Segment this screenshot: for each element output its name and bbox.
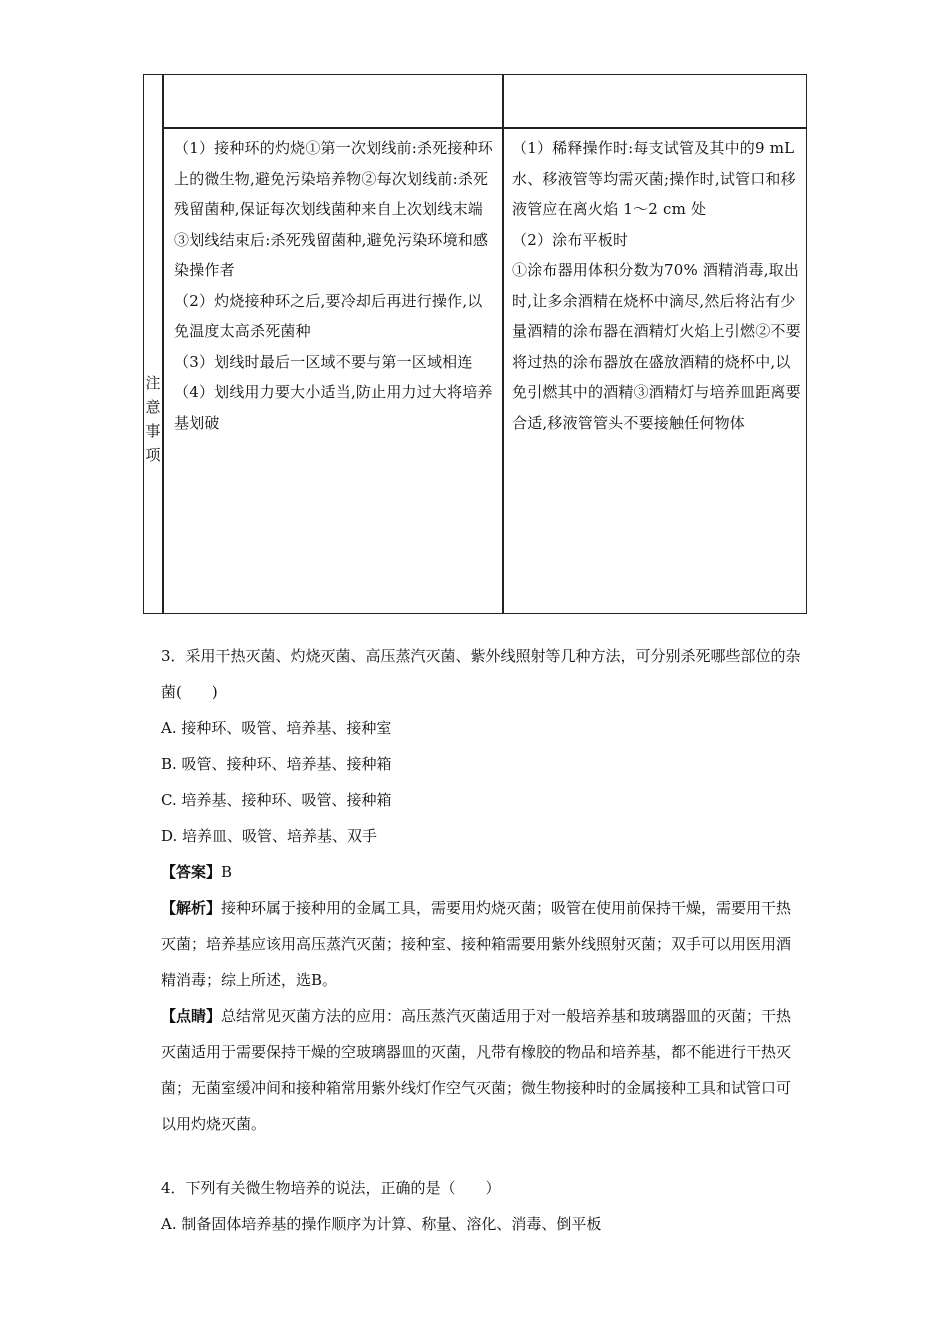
question-4: [161, 1170, 801, 1242]
option-d: D. 培养皿、吸管、培养基、双手: [161, 827, 378, 845]
note-item: ①涂布器用体积分数为70% 酒精消毒,取出时,让多余酒精在烧杯中滴尽,然后将沾有少量酒精的涂布器在酒精灯火焰上引燃②不要将过热的涂布器放在盛放酒精的烧杯中,以免引燃其中的酒精③酒精灯与培养皿距离要合适,移液管管头不要接触任何物体: [512, 261, 801, 432]
answer-value: B: [221, 863, 233, 881]
question-3: [161, 638, 801, 1142]
analysis-label: 【解析】: [161, 899, 222, 917]
note-item: （3）划线时最后一区域不要与第一区域相连: [174, 352, 473, 371]
answer-label: 【答案】: [161, 863, 222, 881]
key-point: [161, 998, 801, 1142]
key-point-label: 【点睛】: [161, 1007, 222, 1025]
analysis: [161, 890, 801, 998]
row-label-char: 意: [145, 398, 161, 416]
option-a: A. 制备固体培养基的操作顺序为计算、称量、溶化、消毒、倒平板: [161, 1215, 602, 1233]
option-b: B. 吸管、接种环、培养基、接种箱: [161, 755, 392, 773]
row-label-precautions: [144, 371, 162, 467]
analysis-text: 接种环属于接种用的金属工具，需要用灼烧灭菌；吸管在使用前保持干燥，需要用干热灭菌；培养基应该用高压蒸汽灭菌；接种室、接种箱需要用紫外线照射灭菌；双手可以用医用酒精消毒；综上所述，选B。: [161, 899, 792, 989]
answer: [161, 854, 801, 890]
row-label-char: 项: [145, 446, 161, 464]
table-divider: [502, 75, 504, 613]
option-a: A. 接种环、吸管、培养基、接种室: [161, 719, 392, 737]
table-divider: [162, 127, 806, 129]
note-item: （1）接种环的灼烧①第一次划线前:杀死接种环上的微生物,避免污染培养物②每次划线前:杀死残留菌种,保证每次划线菌种来自上次划线末端③划线结束后:杀死残留菌种,避免污染环境和感染操作者: [174, 139, 493, 279]
table-divider: [162, 75, 164, 613]
question-stem: 4．下列有关微生物培养的说法，正确的是（ ）: [161, 1179, 501, 1197]
note-item: （1）稀释操作时:每支试管及其中的9 mL水、移液管等均需灭菌;操作时,试管口和移液管应在离火焰 1～2 cm 处: [512, 139, 796, 218]
option-c: C. 培养基、接种环、吸管、接种箱: [161, 791, 392, 809]
spread-plate-notes: [512, 133, 802, 438]
note-item: （2）涂布平板时: [512, 230, 629, 249]
note-item: （2）灼烧接种环之后,要冷却后再进行操作,以免温度太高杀死菌种: [174, 291, 483, 340]
note-item: （4）划线用力要大小适当,防止用力过大将培养基划破: [174, 383, 493, 432]
precautions-table: [143, 74, 807, 614]
key-point-text: 总结常见灭菌方法的应用：高压蒸汽灭菌适用于对一般培养基和玻璃器皿的灭菌；干热灭菌适用于需要保持干燥的空玻璃器皿的灭菌，凡带有橡胶的物品和培养基，都不能进行干热灭菌；无菌室缓冲间和接种箱常用紫外线灯作空气灭菌；微生物接种时的金属接种工具和试管口可以用灼烧灭菌。: [161, 1007, 792, 1133]
row-label-char: 事: [145, 422, 161, 440]
row-label-char: 注: [145, 374, 161, 392]
streak-plate-notes: [174, 133, 496, 438]
question-stem: 3．采用干热灭菌、灼烧灭菌、高压蒸汽灭菌、紫外线照射等几种方法，可分别杀死哪些部位的杂菌( ): [161, 647, 801, 701]
